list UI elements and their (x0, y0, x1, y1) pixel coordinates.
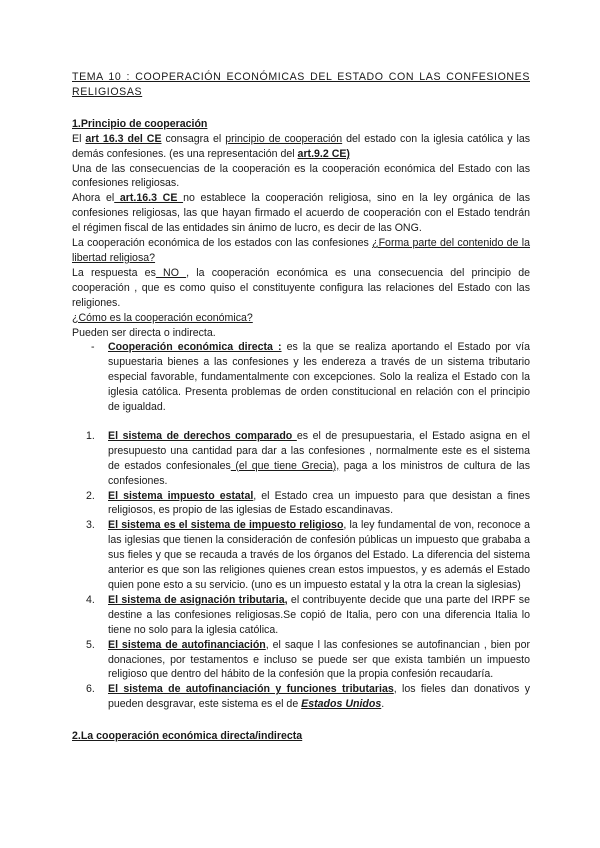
paragraph-answer-no: La respuesta es NO , la cooperación económica es una consecuencia del principio de cooperación , que es como quiso el constituyente configura las relaciones del Estado con las religiones. (72, 266, 530, 309)
document-title: TEMA 10 : COOPERACIÓN ECONÓMICAS DEL ESTADO CON LAS CONFESIONES RELIGIOSAS (72, 71, 530, 98)
list-item-direct-cooperation: - Cooperación económica directa : es la que se realiza aportando el Estado por vía supuestaria bienes a las confesiones y les endereza a través de un sistema tributario especial favorable, fundamentalmente con excepciones. Solo la realiza el Estado con la iglesia católica. Presenta problemas de orden constitucional en relación con el principio de igualdad. (91, 341, 530, 414)
paragraph-organic-law: Ahora el art.16.3 CE no establece la cooperación religiosa, sino en la ley orgánica de las confesiones religiosas, las que hayan firmado el acuerdo de cooperación con el Estado tendrán el régimen fiscal de las entidades sin ánimo de lucro, es decir de las ONG. (72, 192, 530, 235)
section-2-heading: 2.La cooperación económica directa/indirecta (72, 730, 303, 743)
paragraph-consequence: Una de las consecuencias de la cooperación es la cooperación económica del Estado con las confesiones religiosas. (72, 162, 530, 190)
systems-list (72, 429, 530, 712)
paragraph-question-freedom: La cooperación económica de los estados con las confesiones ¿Forma parte del contenido de la libertad religiosa? (72, 237, 530, 264)
list-item: 1. El sistema de derechos comparado es el de presupuestaria, el Estado asigna en el presupuesto una cantidad para dar a las confesiones , normalmente este es el sistema de estados confesionales (el que tiene Grecia), paga a los ministros de cultura de las confesiones. (86, 429, 530, 487)
paragraph-direct-indirect: Pueden ser directa o indirecta. (72, 326, 216, 339)
list-item: 3. El sistema es el sistema de impuesto religioso, la ley fundamental de von, reconoce a las iglesias que tienen la consideración de confesión públicas un impuesto que grababa a sus fieles y que se recauda a través de los órganos del Estado. La diferencia del sistema anterior es que son las religiones quienes crean estos impuestos, y es además el Estado quien pone esto a su servicio. (uno es un impuesto estatal y la otra la crean la siglesias) (86, 519, 531, 591)
list-item: 4. El sistema de asignación tributaria, el contribuyente decide que una parte del IRPF se destine a las confesiones religiosas.Se copió de Italia, pero con una diferencia Italia lo tiene no solo para la iglesia católica. (86, 593, 530, 636)
list-item: 5. El sistema de autofinanciación, el saque l las confesiones se autofinancian , bien por donaciones, por testamentos e incluso se puede ser que exista también un impuesto religioso que dentro del hábito de la confesión que la propia confesión recaudaría. (86, 638, 530, 681)
list-item: 6. El sistema de autofinanciación y funciones tributarias, los fieles dan donativos y pueden desgravar, este sistema es el de Estados Unidos. (86, 683, 530, 711)
dash-bullet: - (91, 341, 95, 354)
paragraph-article-16-3: El art 16.3 del CE consagra el principio de cooperación del estado con la iglesia católica y las demás confesiones. (es una representación del art.9.2 CE) (72, 132, 531, 160)
document-page (72, 70, 530, 744)
question-how-cooperation: ¿Cómo es la cooperación económica? (72, 311, 253, 324)
section-1-heading: 1.Principio de cooperación (72, 117, 208, 130)
list-item: 2. El sistema impuesto estatal, el Estado crea un impuesto para que desistan a fines religiosos, es propio de las iglesias de Estado escandinavas. (86, 489, 530, 517)
